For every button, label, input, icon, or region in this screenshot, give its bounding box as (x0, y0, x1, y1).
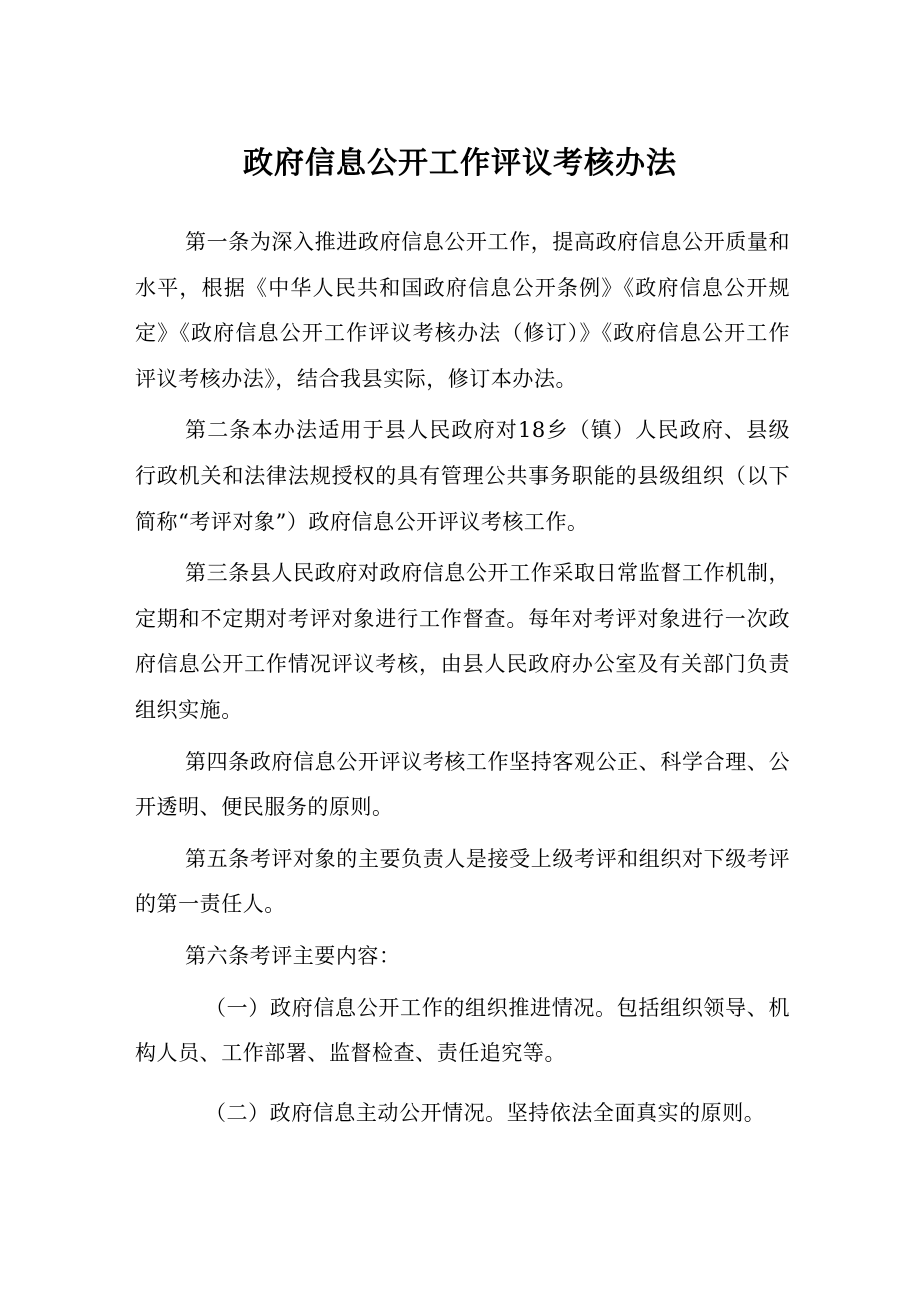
document-body (135, 220, 790, 1136)
article-3-paragraph: 第三条县人民政府对政府信息公开工作采取日常监督工作机制，定期和不定期对考评对象进行工作督查。每年对考评对象进行一次政府信息公开工作情况评议考核，由县人民政府办公室及有关部门负责组织实施。 (135, 561, 790, 722)
article-4-paragraph: 第四条政府信息公开评议考核工作坚持客观公正、科学合理、公开透明、便民服务的原则。 (135, 749, 790, 820)
document-title: 政府信息公开工作评议考核办法 (243, 146, 677, 181)
article-6-item-2: （二）政府信息主动公开情况。坚持依法全面真实的原则。 (205, 1100, 766, 1125)
article-6-heading: 第六条考评主要内容： (185, 943, 401, 968)
article-2-paragraph: 第二条本办法适用于县人民政府对18乡（镇）人民政府、县级行政机关和法律法规授权的具有管理公共事务职能的县级组织（以下简称“考评对象”）政府信息公开评议考核工作。 (135, 418, 790, 534)
article-5-paragraph: 第五条考评对象的主要负责人是接受上级考评和组织对下级考评的第一责任人。 (135, 846, 790, 917)
article-6-item-1: （一）政府信息公开工作的组织推进情况。包括组织领导、机构人员、工作部署、监督检查、责任追究等。 (135, 995, 790, 1066)
article-1-paragraph: 第一条为深入推进政府信息公开工作，提高政府信息公开质量和水平，根据《中华人民共和国政府信息公开条例》《政府信息公开规定》《政府信息公开工作评议考核办法（修订）》《政府信息公开工作评议考核办法》，结合我县实际，修订本办法。 (135, 230, 790, 391)
